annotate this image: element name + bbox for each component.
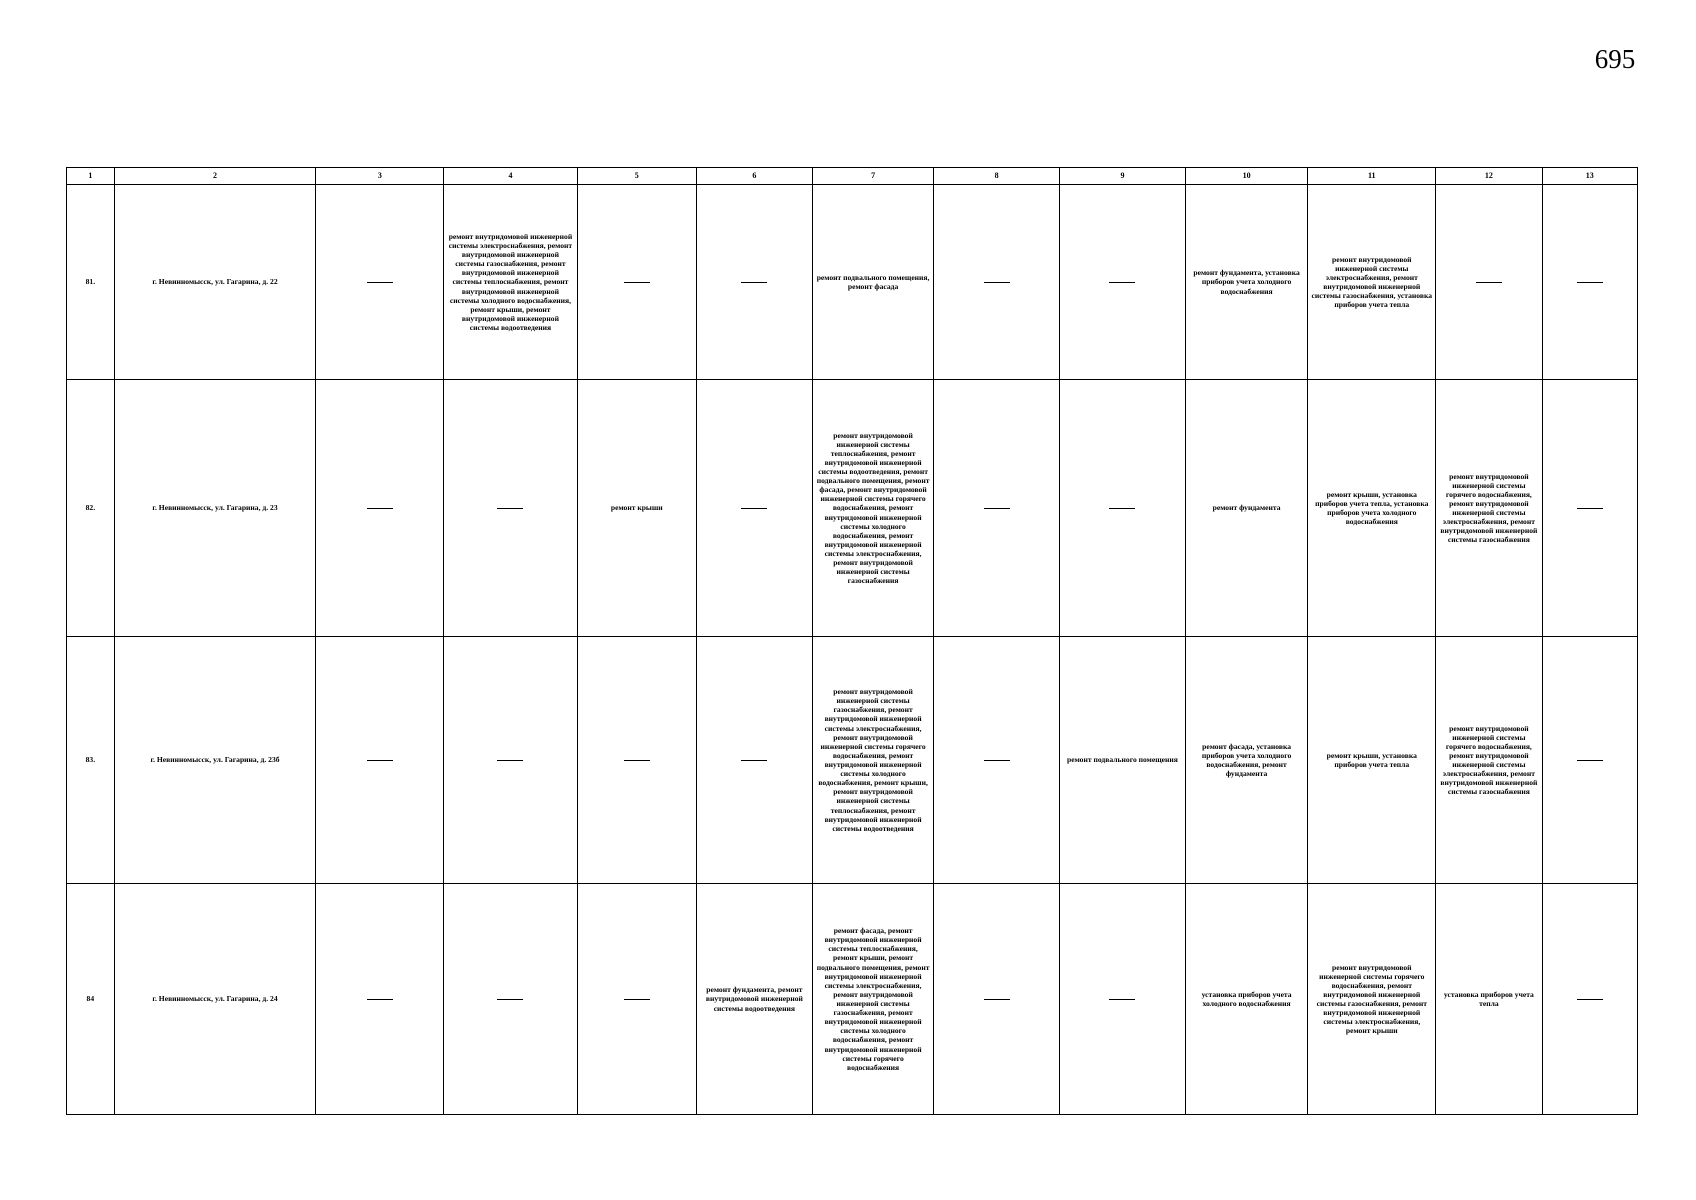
column-header-6: 6 bbox=[696, 168, 812, 185]
row-number: 83. bbox=[67, 637, 115, 884]
empty-value-dash bbox=[497, 999, 523, 1000]
column-number-header-row bbox=[67, 168, 1638, 185]
cell-col-6 bbox=[696, 380, 812, 637]
cell-col-8 bbox=[934, 380, 1060, 637]
address-cell: г. Невинномысск, ул. Гагарина, д. 23 bbox=[114, 380, 316, 637]
table-row bbox=[67, 637, 1638, 884]
empty-value-dash bbox=[624, 760, 650, 761]
cell-col-7: ремонт внутридомовой инженерной системы газоснабжения, ремонт внутридомовой инженерной системы электроснабжения, ремонт внутридомовой инженерной системы горячего водоснабжения, ремонт внутридомовой инженерной системы холодного водоснабжения, ремонт крыши, ремонт внутридомовой инженерной системы теплоснабжения, ремонт внутридомовой инженерной системы водоотведения bbox=[812, 637, 933, 884]
cell-col-4: ремонт внутридомовой инженерной системы электроснабжения, ремонт внутридомовой инженерной системы газоснабжения, ремонт внутридомовой инженерной системы теплоснабжения, ремонт внутридомовой инженерной системы холодного водоснабжения, ремонт крыши, ремонт внутридомовой инженерной системы водоотведения bbox=[444, 185, 577, 380]
cell-col-13 bbox=[1542, 637, 1638, 884]
empty-value-dash bbox=[1577, 508, 1603, 509]
cell-col-11: ремонт внутридомовой инженерной системы электроснабжения, ремонт внутридомовой инженерной системы газоснабжения, установка приборов учета тепла bbox=[1308, 185, 1436, 380]
column-header-2: 2 bbox=[114, 168, 316, 185]
cell-col-4 bbox=[444, 380, 577, 637]
table-row bbox=[67, 380, 1638, 637]
empty-value-dash bbox=[984, 999, 1010, 1000]
column-header-11: 11 bbox=[1308, 168, 1436, 185]
cell-col-9 bbox=[1060, 884, 1186, 1115]
cell-col-5 bbox=[577, 884, 696, 1115]
empty-value-dash bbox=[497, 508, 523, 509]
address-cell: г. Невинномысск, ул. Гагарина, д. 24 bbox=[114, 884, 316, 1115]
cell-col-7: ремонт внутридомовой инженерной системы теплоснабжения, ремонт внутридомовой инженерной системы водоотведения, ремонт подвального помещения, ремонт фасада, ремонт внутридомовой инженерной системы горячего водоснабжения, ремонт внутридомовой инженерной системы холодного водоснабжения, ремонт внутридомовой инженерной системы электроснабжения, ремонт внутридомовой инженерной системы газоснабжения bbox=[812, 380, 933, 637]
column-header-5: 5 bbox=[577, 168, 696, 185]
cell-col-4 bbox=[444, 884, 577, 1115]
cell-col-3 bbox=[316, 185, 444, 380]
cell-col-3 bbox=[316, 380, 444, 637]
cell-col-6: ремонт фундамента, ремонт внутридомовой инженерной системы водоотведения bbox=[696, 884, 812, 1115]
cell-col-13 bbox=[1542, 185, 1638, 380]
empty-value-dash bbox=[367, 282, 393, 283]
cell-col-3 bbox=[316, 884, 444, 1115]
empty-value-dash bbox=[984, 282, 1010, 283]
cell-col-8 bbox=[934, 637, 1060, 884]
column-header-3: 3 bbox=[316, 168, 444, 185]
row-number: 82. bbox=[67, 380, 115, 637]
empty-value-dash bbox=[367, 999, 393, 1000]
column-header-8: 8 bbox=[934, 168, 1060, 185]
column-header-4: 4 bbox=[444, 168, 577, 185]
table-row bbox=[67, 884, 1638, 1115]
cell-col-5 bbox=[577, 185, 696, 380]
column-header-12: 12 bbox=[1436, 168, 1542, 185]
empty-value-dash bbox=[984, 508, 1010, 509]
empty-value-dash bbox=[367, 760, 393, 761]
row-number: 84 bbox=[67, 884, 115, 1115]
empty-value-dash bbox=[497, 760, 523, 761]
cell-col-12: ремонт внутридомовой инженерной системы горячего водоснабжения, ремонт внутридомовой инженерной системы электроснабжения, ремонт внутридомовой инженерной системы газоснабжения bbox=[1436, 637, 1542, 884]
row-number: 81. bbox=[67, 185, 115, 380]
empty-value-dash bbox=[1109, 999, 1135, 1000]
cell-col-7: ремонт фасада, ремонт внутридомовой инженерной системы теплоснабжения, ремонт крыши, ремонт подвального помещения, ремонт внутридомовой инженерной системы электроснабжения, ремонт внутридомовой инженерной системы газоснабжения, ремонт внутридомовой инженерной системы холодного водоснабжения, ремонт внутридомовой инженерной системы горячего водоснабжения bbox=[812, 884, 933, 1115]
empty-value-dash bbox=[741, 508, 767, 509]
cell-col-10: ремонт фасада, установка приборов учета холодного водоснабжения, ремонт фундамента bbox=[1185, 637, 1308, 884]
column-header-1: 1 bbox=[67, 168, 115, 185]
cell-col-11: ремонт внутридомовой инженерной системы горячего водоснабжения, ремонт внутридомовой инженерной системы газоснабжения, ремонт внутридомовой инженерной системы электроснабжения, ремонт крыши bbox=[1308, 884, 1436, 1115]
column-header-7: 7 bbox=[812, 168, 933, 185]
empty-value-dash bbox=[741, 282, 767, 283]
empty-value-dash bbox=[1476, 282, 1502, 283]
cell-col-12: установка приборов учета тепла bbox=[1436, 884, 1542, 1115]
cell-col-7: ремонт подвального помещения, ремонт фасада bbox=[812, 185, 933, 380]
cell-col-5 bbox=[577, 637, 696, 884]
empty-value-dash bbox=[1109, 282, 1135, 283]
column-header-9: 9 bbox=[1060, 168, 1186, 185]
cell-col-10: ремонт фундамента bbox=[1185, 380, 1308, 637]
cell-col-11: ремонт крыши, установка приборов учета тепла bbox=[1308, 637, 1436, 884]
empty-value-dash bbox=[1577, 760, 1603, 761]
cell-col-9: ремонт подвального помещения bbox=[1060, 637, 1186, 884]
address-cell: г. Невинномысск, ул. Гагарина, д. 23б bbox=[114, 637, 316, 884]
cell-col-9 bbox=[1060, 185, 1186, 380]
cell-col-6 bbox=[696, 185, 812, 380]
page-number: 695 bbox=[1594, 44, 1636, 74]
empty-value-dash bbox=[1577, 999, 1603, 1000]
empty-value-dash bbox=[741, 760, 767, 761]
column-header-13: 13 bbox=[1542, 168, 1638, 185]
empty-value-dash bbox=[367, 508, 393, 509]
cell-col-8 bbox=[934, 884, 1060, 1115]
empty-value-dash bbox=[984, 760, 1010, 761]
cell-col-3 bbox=[316, 637, 444, 884]
empty-value-dash bbox=[624, 282, 650, 283]
cell-col-10: ремонт фундамента, установка приборов учета холодного водоснабжения bbox=[1185, 185, 1308, 380]
cell-col-13 bbox=[1542, 884, 1638, 1115]
cell-col-13 bbox=[1542, 380, 1638, 637]
cell-col-10: установка приборов учета холодного водоснабжения bbox=[1185, 884, 1308, 1115]
cell-col-5: ремонт крыши bbox=[577, 380, 696, 637]
repair-schedule-table bbox=[66, 167, 1638, 1115]
empty-value-dash bbox=[624, 999, 650, 1000]
empty-value-dash bbox=[1577, 282, 1603, 283]
empty-value-dash bbox=[1109, 508, 1135, 509]
cell-col-12 bbox=[1436, 185, 1542, 380]
cell-col-6 bbox=[696, 637, 812, 884]
table-row bbox=[67, 185, 1638, 380]
column-header-10: 10 bbox=[1185, 168, 1308, 185]
cell-col-12: ремонт внутридомовой инженерной системы горячего водоснабжения, ремонт внутридомовой инженерной системы электроснабжения, ремонт внутридомовой инженерной системы газоснабжения bbox=[1436, 380, 1542, 637]
cell-col-4 bbox=[444, 637, 577, 884]
cell-col-8 bbox=[934, 185, 1060, 380]
cell-col-11: ремонт крыши, установка приборов учета тепла, установка приборов учета холодного водоснабжения bbox=[1308, 380, 1436, 637]
address-cell: г. Невинномысск, ул. Гагарина, д. 22 bbox=[114, 185, 316, 380]
cell-col-9 bbox=[1060, 380, 1186, 637]
